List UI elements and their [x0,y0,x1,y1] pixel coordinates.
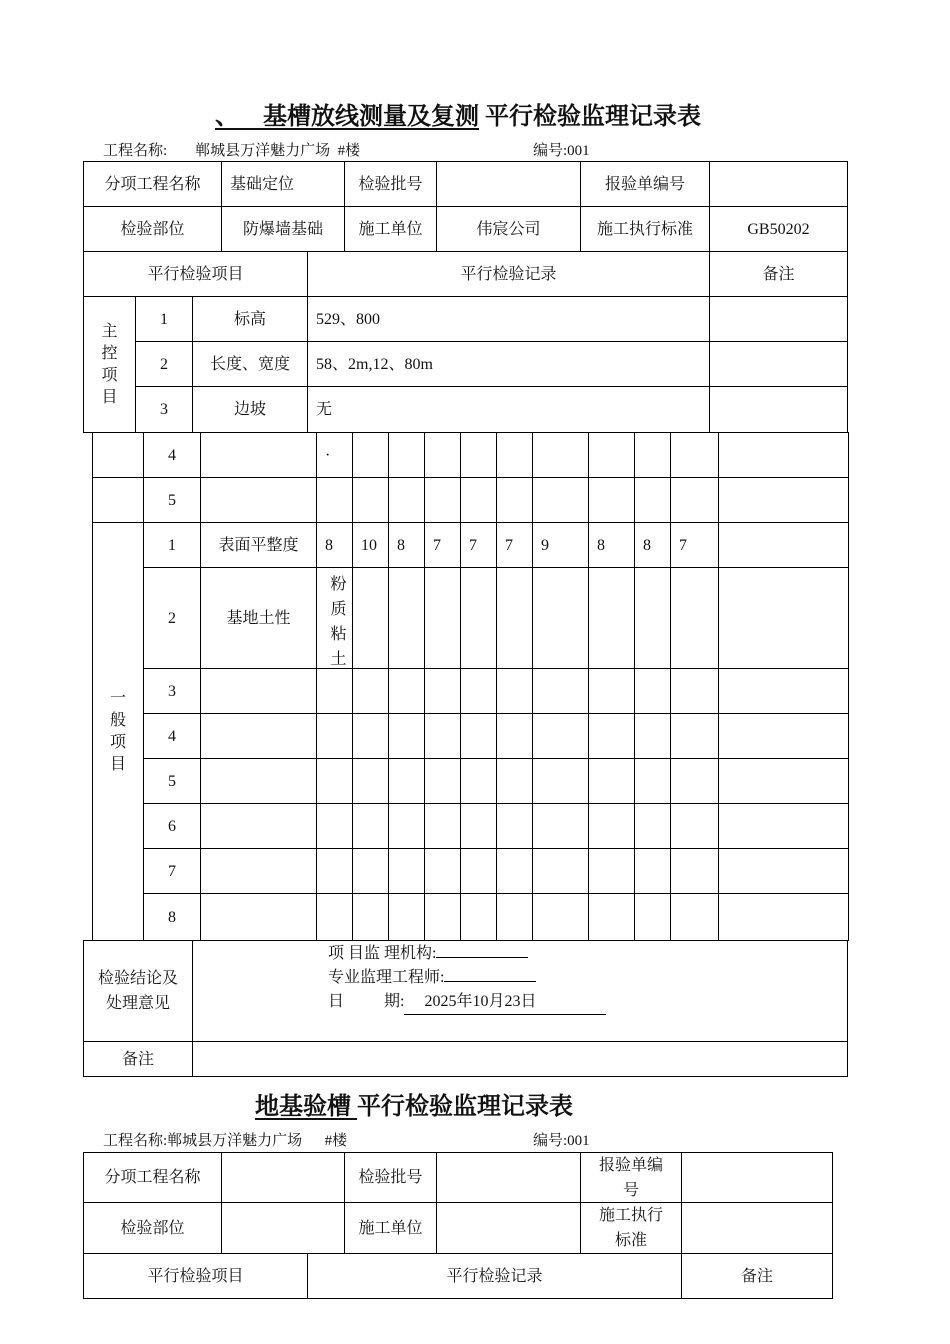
general-row-value [352,668,389,714]
general-row-value: 7 [424,522,461,568]
general-row-value [316,893,353,941]
form1-h1-c5: 报验单编号 [580,161,710,207]
extra-row-cell [670,477,719,523]
general-row-value [316,713,353,759]
general-row-value [532,803,589,849]
general-row-value [316,668,353,714]
general-row-value: 9 [532,522,589,568]
extra-row-no: 5 [143,477,201,523]
general-row-value [388,848,425,894]
general-row-value [670,567,719,669]
extra-row-cell [388,432,425,478]
form1-project-label: 工程名称: [103,143,168,159]
sig-date-value: 2025年10月23日 [424,993,537,1010]
general-row-value [670,848,719,894]
form1-h1-c2: 基础定位 [221,161,345,207]
general-row-value [424,668,461,714]
extra-row-name [200,477,317,523]
sig-engineer-label: 专业监理工程师: [328,969,445,986]
general-row-value [460,758,497,804]
mc-row3-name: 边坡 [192,386,308,433]
general-row-value: 7 [496,522,533,568]
form1-title-prefix: 、 [215,104,239,130]
general-row-value: 10 [352,522,389,568]
general-row-value [670,668,719,714]
general-row-value [532,567,589,669]
general-label [92,522,144,941]
mc-row1-remark [709,296,848,342]
general-row-value [718,567,849,669]
general-row-value [718,893,849,941]
form1-h1-c6 [709,161,848,207]
general-row-value [718,803,849,849]
form2-h2-c5-text: 施工执行标准 [598,1207,663,1249]
extra-row-cell [424,477,461,523]
form2-h2-c1: 检验部位 [83,1202,222,1254]
main-control-label-text: 主控项目 [101,322,118,406]
extra-row-cell [634,432,671,478]
form2-project-name: 郸城县万洋魅力广场 #楼 [167,1133,348,1149]
general-row-no: 1 [143,522,201,568]
sig-engineer-blank [444,981,536,982]
general-row-value [388,893,425,941]
form2-h1-c3: 检验批号 [344,1152,437,1203]
general-row-value [670,758,719,804]
general-row-value [496,713,533,759]
general-row-value [588,668,635,714]
mc-row1-name: 标高 [192,296,308,342]
form2-col-item: 平行检验项目 [83,1253,308,1299]
general-row-value [718,668,849,714]
sig-date [328,990,606,1015]
general-row-value [424,893,461,941]
general-row-no: 2 [143,567,201,669]
general-row-name [200,848,317,894]
extra-row-cell [496,477,533,523]
general-row-value [424,848,461,894]
general-row-value [316,803,353,849]
general-row-value [496,848,533,894]
form1-h2-c1: 检验部位 [83,206,222,252]
form2-h1-c2 [221,1152,345,1203]
general-row-value: 粉质粘土 [316,567,353,669]
extra-row-cell [496,432,533,478]
general-row-value [670,803,719,849]
general-row-value [496,668,533,714]
extra-row-name [200,432,317,478]
general-row-value [352,848,389,894]
sig-org-label: 项 目监 理机构: [328,945,437,962]
extra-row-cell [424,432,461,478]
general-row-value [588,758,635,804]
mc-row2-no: 2 [135,341,193,387]
form1-h2-c5: 施工执行标准 [580,206,710,252]
general-row-value [352,713,389,759]
general-row-value [352,758,389,804]
general-row-value [424,758,461,804]
general-row-value [634,758,671,804]
general-row-value [634,893,671,941]
form2-h1-c4 [436,1152,581,1203]
general-row-value [460,803,497,849]
general-row-name [200,713,317,759]
form1-h2-c2: 防爆墙基础 [221,206,345,252]
general-row-value [670,893,719,941]
form2-title-suffix: 平行检验监理记录表 [357,1094,573,1120]
extra-row-cell [352,432,389,478]
general-row-value [388,668,425,714]
extra-row-label [92,477,144,523]
form2-number [533,1129,590,1150]
extra-row-cell [388,477,425,523]
general-row-value [424,567,461,669]
form2-col-record: 平行检验记录 [307,1253,682,1299]
general-row-value [388,713,425,759]
general-row-value [388,567,425,669]
form2-number-value: 001 [567,1133,590,1149]
general-row-value [588,567,635,669]
general-row-value [352,803,389,849]
mc-row2-name: 长度、宽度 [192,341,308,387]
general-row-value [532,848,589,894]
conclusion-label [83,940,193,1042]
general-label-text: 一般项目 [110,689,127,773]
general-row-value [316,758,353,804]
form1-title-suffix: 平行检验监理记录表 [485,104,701,130]
general-row-no: 5 [143,758,201,804]
mc-row3-no: 3 [135,386,193,433]
form2-h2-c5 [580,1202,682,1254]
general-row-value [496,567,533,669]
general-row-value [460,668,497,714]
form1-h1-c3: 检验批号 [344,161,437,207]
mc-row1-no: 1 [135,296,193,342]
sig-date-value-wrap [404,990,606,1015]
general-row-value [588,848,635,894]
general-row-value [352,893,389,941]
general-row-value [670,713,719,759]
general-row-value [718,758,849,804]
general-row-name: 表面平整度 [200,522,317,568]
mc-row2-remark [709,341,848,387]
form1-h2-c4: 伟宸公司 [436,206,581,252]
general-row-value [588,713,635,759]
form2-title [255,1086,573,1121]
form1-project-line [103,139,360,160]
general-row-value [532,893,589,941]
general-row-name [200,803,317,849]
general-row-value [634,803,671,849]
general-row-name [200,758,317,804]
main-control-label [83,296,136,433]
general-row-value [352,567,389,669]
form1-remark-value [192,1041,848,1077]
general-row-no: 7 [143,848,201,894]
general-row-no: 4 [143,713,201,759]
general-row-value: 8 [588,522,635,568]
extra-row-cell [588,477,635,523]
form2-col-remark: 备注 [681,1253,833,1299]
form2-h2-c6 [681,1202,833,1254]
form2-number-label: 编号: [533,1133,568,1149]
general-row-value: 8 [634,522,671,568]
form1-h2-c6: GB50202 [709,206,848,252]
form1-number-label: 编号: [533,143,568,159]
general-row-value [718,713,849,759]
form1-h1-c4 [436,161,581,207]
general-row-no: 6 [143,803,201,849]
general-row-value [532,713,589,759]
form1-col-record: 平行检验记录 [307,251,710,297]
form1-col-remark: 备注 [709,251,848,297]
general-row-no: 3 [143,668,201,714]
extra-row-cell [718,432,849,478]
general-row-value [388,803,425,849]
mc-row1-record: 529、800 [307,296,710,342]
mc-row3-record: 无 [307,386,710,433]
form1-title [215,96,701,131]
general-row-value [634,567,671,669]
sig-engineer [328,966,536,990]
form2-title-underlined: 地基验槽 [255,1094,351,1120]
general-row-value [532,668,589,714]
form1-remark-label: 备注 [83,1041,193,1077]
general-row-value [496,803,533,849]
form1-h2-c3: 施工单位 [344,206,437,252]
form1-col-item: 平行检验项目 [83,251,308,297]
form1-h1-c1: 分项工程名称 [83,161,222,207]
form2-h1-c5 [580,1152,682,1203]
general-row-name [200,668,317,714]
conclusion-label-text: 检验结论及处理意见 [97,970,178,1012]
sig-date-label: 日 期: [328,993,405,1010]
extra-row-cell [588,432,635,478]
general-row-value [496,758,533,804]
general-row-no: 8 [143,893,201,941]
form2-h2-c4 [436,1202,581,1254]
form2-project-label: 工程名称: [103,1133,168,1149]
general-row-value [718,522,849,568]
form2-h1-c6 [681,1152,833,1203]
form1-number [533,139,590,160]
general-row-name [200,893,317,941]
extra-row-cell [634,477,671,523]
general-row-value [496,893,533,941]
extra-row-cell [718,477,849,523]
general-row-value [424,803,461,849]
general-row-value [718,848,849,894]
general-row-value [460,567,497,669]
general-row-value [634,848,671,894]
extra-row-cell: · [316,432,353,478]
extra-row-cell [460,432,497,478]
general-row-value [634,713,671,759]
general-row-value: 7 [670,522,719,568]
form2-project-line [103,1129,347,1150]
form2-h2-c2 [221,1202,345,1254]
extra-row-label [92,432,144,478]
general-row-value: 8 [388,522,425,568]
extra-row-no: 4 [143,432,201,478]
extra-row-cell [532,432,589,478]
extra-row-cell [316,477,353,523]
form1-title-underlined: 基槽放线测量及复测 [263,104,479,130]
general-row-value: 7 [460,522,497,568]
form1-project-name: 郸城县万洋魅力广场 #楼 [195,143,361,159]
general-row-value: 8 [316,522,353,568]
general-row-value [532,758,589,804]
mc-row3-remark [709,386,848,433]
general-row-name: 基地土性 [200,567,317,669]
extra-row-cell [532,477,589,523]
general-row-value [588,893,635,941]
sig-org-blank [436,957,528,958]
general-row-value [588,803,635,849]
general-row-value [460,713,497,759]
general-row-value [460,848,497,894]
general-row-value [634,668,671,714]
extra-row-cell [670,432,719,478]
form2-h1-c1: 分项工程名称 [83,1152,222,1203]
sig-org [328,942,528,966]
general-row-value [316,848,353,894]
extra-row-cell [352,477,389,523]
general-row-value [424,713,461,759]
general-row-value [388,758,425,804]
form1-number-value: 001 [567,143,590,159]
mc-row2-record: 58、2m,12、80m [307,341,710,387]
form2-h1-c5-text: 报验单编号 [598,1156,663,1199]
form2-h2-c3: 施工单位 [344,1202,437,1254]
general-row-value [460,893,497,941]
extra-row-cell [460,477,497,523]
